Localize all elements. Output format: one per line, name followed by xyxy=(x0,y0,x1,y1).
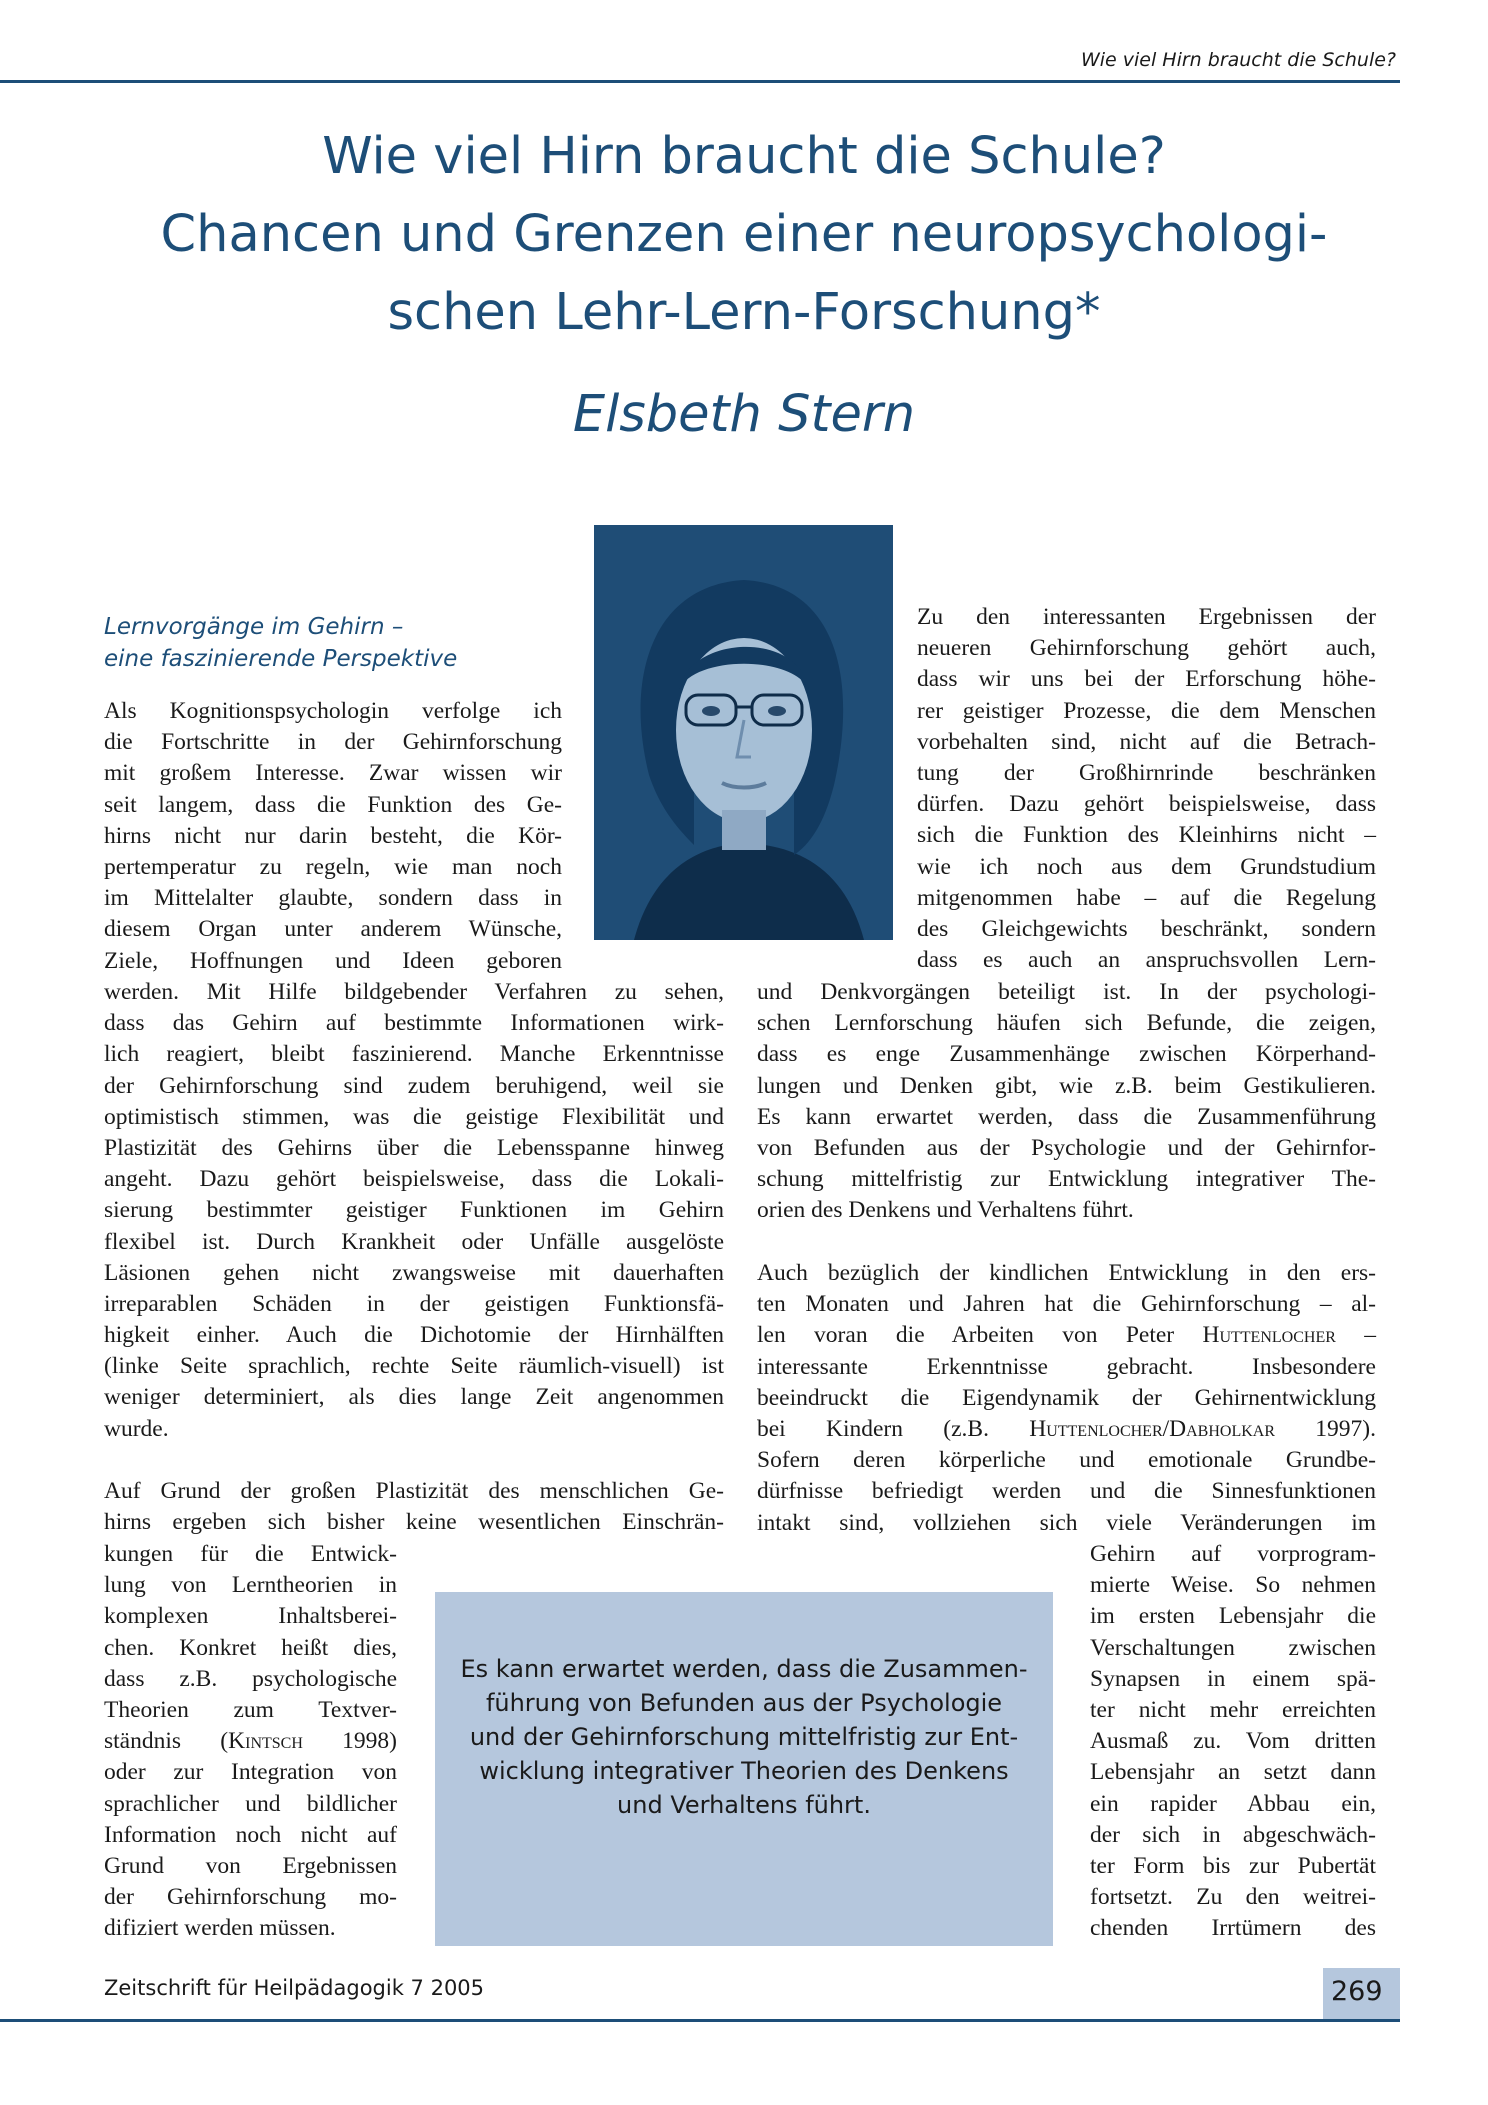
section-heading-line: Lernvorgänge im Gehirn – xyxy=(104,614,404,640)
text-line: seit langem, dass die Funktion des Ge- xyxy=(104,791,562,818)
text-line: Auf Grund der großen Plastizität des menschlichen Ge- xyxy=(104,1478,724,1504)
text-line: sich die Funktion des Kleinhirns nicht – xyxy=(917,822,1376,849)
journal-footer: Zeitschrift für Heilpädagogik 7 2005 xyxy=(104,1976,485,2000)
footer-rule xyxy=(0,2019,1400,2022)
text-line: dass wir uns bei der Erforschung höhe- xyxy=(917,666,1376,693)
text-line: dass es enge Zusammenhänge zwischen Körperhand- xyxy=(757,1041,1376,1068)
text-line: der Gehirnforschung sind zudem beruhigend, weil sie xyxy=(104,1072,724,1099)
text-line: im ersten Lebensjahr die xyxy=(1090,1603,1376,1630)
text-line: dass z.B. psychologische xyxy=(104,1665,397,1692)
title-line: schen Lehr-Lern-Forschung* xyxy=(387,283,1101,342)
text-line: die Fortschritte in der Gehirnforschung xyxy=(104,729,562,756)
right-column-para2 xyxy=(757,1258,1376,1539)
text-line: flexibel ist. Durch Krankheit oder Unfälle ausgelöste xyxy=(104,1228,724,1255)
title-line: Wie viel Hirn braucht die Schule? xyxy=(322,127,1166,186)
text-line: dass das Gehirn auf bestimmte Informationen wirk- xyxy=(104,1010,724,1037)
text-run: bei Kindern (z.B. xyxy=(757,1415,1030,1442)
text-line: dürfnisse befriedigt werden und die Sinnesfunktionen xyxy=(757,1478,1376,1505)
text-line: ter Form bis zur Pubertät xyxy=(1090,1852,1376,1879)
citation: Kintsch 1998 xyxy=(228,1728,390,1755)
text-line: rer geistiger Prozesse, die dem Menschen xyxy=(917,697,1376,724)
right-column-narrow xyxy=(917,602,1376,976)
text-run: – xyxy=(1335,1322,1376,1349)
pull-quote-line: Es kann erwartet werden, dass die Zusammen- xyxy=(460,1655,1028,1683)
text-line: intakt sind, vollziehen sich viele Veränderungen im xyxy=(757,1509,1376,1536)
text-line: schen Lernforschung häufen sich Befunde, die zeigen, xyxy=(757,1010,1376,1037)
text-line: vorbehalten sind, nicht auf die Betrach- xyxy=(917,728,1376,755)
text-line: diesem Organ unter anderem Wünsche, xyxy=(104,916,562,943)
text-line xyxy=(757,1320,1376,1351)
text-line: Verschaltungen zwischen xyxy=(1090,1634,1376,1661)
text-line: mitgenommen habe – auf die Regelung xyxy=(917,884,1376,911)
text-line: hirns nicht nur darin besteht, die Kör- xyxy=(104,822,562,849)
text-line: Ausmaß zu. Vom dritten xyxy=(1090,1728,1376,1755)
text-line: sierung bestimmter geistiger Funktionen im Gehirn xyxy=(104,1197,724,1224)
text-run: ). xyxy=(1362,1415,1376,1442)
text-line: Plastizität des Gehirns über die Lebensspanne hinweg xyxy=(104,1134,724,1161)
text-line: und Denkvorgängen beteiligt ist. In der psychologi- xyxy=(757,979,1376,1005)
right-column-wide xyxy=(757,977,1376,1227)
text-line: des Gleichgewichts beschränkt, sondern xyxy=(917,915,1376,942)
article-title xyxy=(0,118,1488,352)
section-heading-line: eine faszinierende Perspektive xyxy=(104,646,458,672)
left-column-wide xyxy=(104,977,724,1445)
text-line: Theorien zum Textver- xyxy=(104,1696,397,1723)
text-line: Lebensjahr an setzt dann xyxy=(1090,1759,1376,1786)
text-line: dass es auch an anspruchsvollen Lern- xyxy=(917,947,1376,974)
title-line: Chancen und Grenzen einer neuropsychologi- xyxy=(160,205,1328,264)
text-line: Information noch nicht auf xyxy=(104,1821,397,1848)
right-column-para2-narrow xyxy=(1090,1539,1376,1944)
text-line: Ziele, Hoffnungen und Ideen geboren xyxy=(104,947,562,974)
text-line: oder zur Integration von xyxy=(104,1759,397,1786)
text-line: tung der Großhirnrinde beschränken xyxy=(917,759,1376,786)
pull-quote-line: und Verhaltens führt. xyxy=(617,1791,871,1819)
text-line: hirns ergeben sich bisher keine wesentlichen Einschrän- xyxy=(104,1509,724,1536)
text-line: der Gehirnforschung mo- xyxy=(104,1884,397,1911)
text-line: Gehirn auf vorprogram- xyxy=(1090,1541,1376,1567)
text-line: wie ich noch aus dem Grundstudium xyxy=(917,853,1376,880)
text-line: ter nicht mehr erreichten xyxy=(1090,1696,1376,1723)
text-line: im Mittelalter glaubte, sondern dass in xyxy=(104,885,562,912)
text-run: ständnis ( xyxy=(104,1728,229,1755)
text-line: Zu den interessanten Ergebnissen der xyxy=(917,604,1376,630)
running-head: Wie viel Hirn braucht die Schule? xyxy=(1080,49,1396,71)
left-column-para2-wide xyxy=(104,1476,724,1538)
text-line: Sofern deren körperliche und emotionale Grundbe- xyxy=(757,1447,1376,1474)
text-line: neueren Gehirnforschung gehört auch, xyxy=(917,635,1376,662)
text-line: difiziert werden müssen. xyxy=(104,1915,336,1942)
text-line: ten Monaten und Jahren hat die Gehirnforschung – al- xyxy=(757,1291,1376,1318)
text-line: chen. Konkret heißt dies, xyxy=(104,1634,397,1661)
text-line: sprachlicher und bildlicher xyxy=(104,1790,397,1817)
header-rule xyxy=(0,80,1400,83)
pull-quote-text xyxy=(435,1652,1053,1822)
text-line xyxy=(757,1414,1376,1445)
text-line: Grund von Ergebnissen xyxy=(104,1852,397,1879)
page-number: 269 xyxy=(1331,1976,1383,2007)
text-line: higkeit einher. Auch die Dichotomie der Hirnhälften xyxy=(104,1322,724,1349)
text-line: beeindruckt die Eigendynamik der Gehirnentwicklung xyxy=(757,1384,1376,1411)
left-column-narrow xyxy=(104,696,562,977)
author-photo xyxy=(594,525,893,940)
text-line: Synapsen in einem spä- xyxy=(1090,1665,1376,1692)
citation: Huttenlocher xyxy=(1202,1322,1336,1349)
citation: Huttenlocher/Dabholkar 1997 xyxy=(1029,1415,1363,1442)
text-line: lich reagiert, bleibt faszinierend. Manche Erkenntnisse xyxy=(104,1041,724,1068)
text-line: pertemperatur zu regeln, wie man noch xyxy=(104,853,562,880)
text-run: ) xyxy=(389,1728,397,1755)
text-line: chenden Irrtümern des xyxy=(1090,1915,1376,1942)
text-line: kungen für die Entwick- xyxy=(104,1541,397,1567)
pull-quote-line: führung von Befunden aus der Psychologie xyxy=(485,1689,1003,1717)
text-line: mit großem Interesse. Zwar wissen wir xyxy=(104,760,562,787)
section-heading xyxy=(104,611,457,675)
text-line: (linke Seite sprachlich, rechte Seite räumlich-visuell) ist xyxy=(104,1353,724,1380)
portrait-image xyxy=(594,525,893,940)
text-line: mierte Weise. So nehmen xyxy=(1090,1572,1376,1599)
text-line: der sich in abgeschwäch- xyxy=(1090,1821,1376,1848)
text-line: schung mittelfristig zur Entwicklung integrativer The- xyxy=(757,1166,1376,1193)
text-line: werden. Mit Hilfe bildgebender Verfahren zu sehen, xyxy=(104,979,724,1005)
text-line: Läsionen gehen nicht zwangsweise mit dauerhaften xyxy=(104,1259,724,1286)
text-line: weniger determiniert, als dies lange Zeit angenommen xyxy=(104,1384,724,1411)
text-line: irreparablen Schäden in der geistigen Funktionsfä- xyxy=(104,1290,724,1317)
text-line: komplexen Inhaltsberei- xyxy=(104,1603,397,1630)
pull-quote-box xyxy=(435,1592,1053,1946)
author-name: Elsbeth Stern xyxy=(572,385,916,444)
text-line: optimistisch stimmen, was die geistige Flexibilität und xyxy=(104,1103,724,1130)
text-line: lung von Lerntheorien in xyxy=(104,1572,397,1599)
text-line xyxy=(104,1726,397,1757)
text-run: len voran die Arbeiten von Peter xyxy=(757,1322,1203,1349)
text-line: interessante Erkenntnisse gebracht. Insbesondere xyxy=(757,1353,1376,1380)
text-line: Als Kognitionspsychologin verfolge ich xyxy=(104,698,562,724)
text-line: angeht. Dazu gehört beispielsweise, dass die Lokali- xyxy=(104,1166,724,1193)
left-column-para2-narrow xyxy=(104,1539,397,1944)
text-line: dürfen. Dazu gehört beispielsweise, dass xyxy=(917,791,1376,818)
text-line: orien des Denkens und Verhaltens führt. xyxy=(757,1197,1134,1224)
text-line: ein rapider Abbau ein, xyxy=(1090,1790,1376,1817)
pull-quote-line: wicklung integrativer Theorien des Denkens xyxy=(479,1757,1009,1785)
text-line: Es kann erwartet werden, dass die Zusammenführung xyxy=(757,1103,1376,1130)
text-line: wurde. xyxy=(104,1415,169,1442)
text-line: Auch bezüglich der kindlichen Entwicklung in den ers- xyxy=(757,1260,1376,1286)
text-line: fortsetzt. Zu den weitrei- xyxy=(1090,1884,1376,1911)
text-line: lungen und Denken gibt, wie z.B. beim Gestikulieren. xyxy=(757,1072,1376,1099)
text-line: von Befunden aus der Psychologie und der Gehirnfor- xyxy=(757,1134,1376,1161)
pull-quote-line: und der Gehirnforschung mittelfristig zur Ent- xyxy=(469,1723,1019,1751)
